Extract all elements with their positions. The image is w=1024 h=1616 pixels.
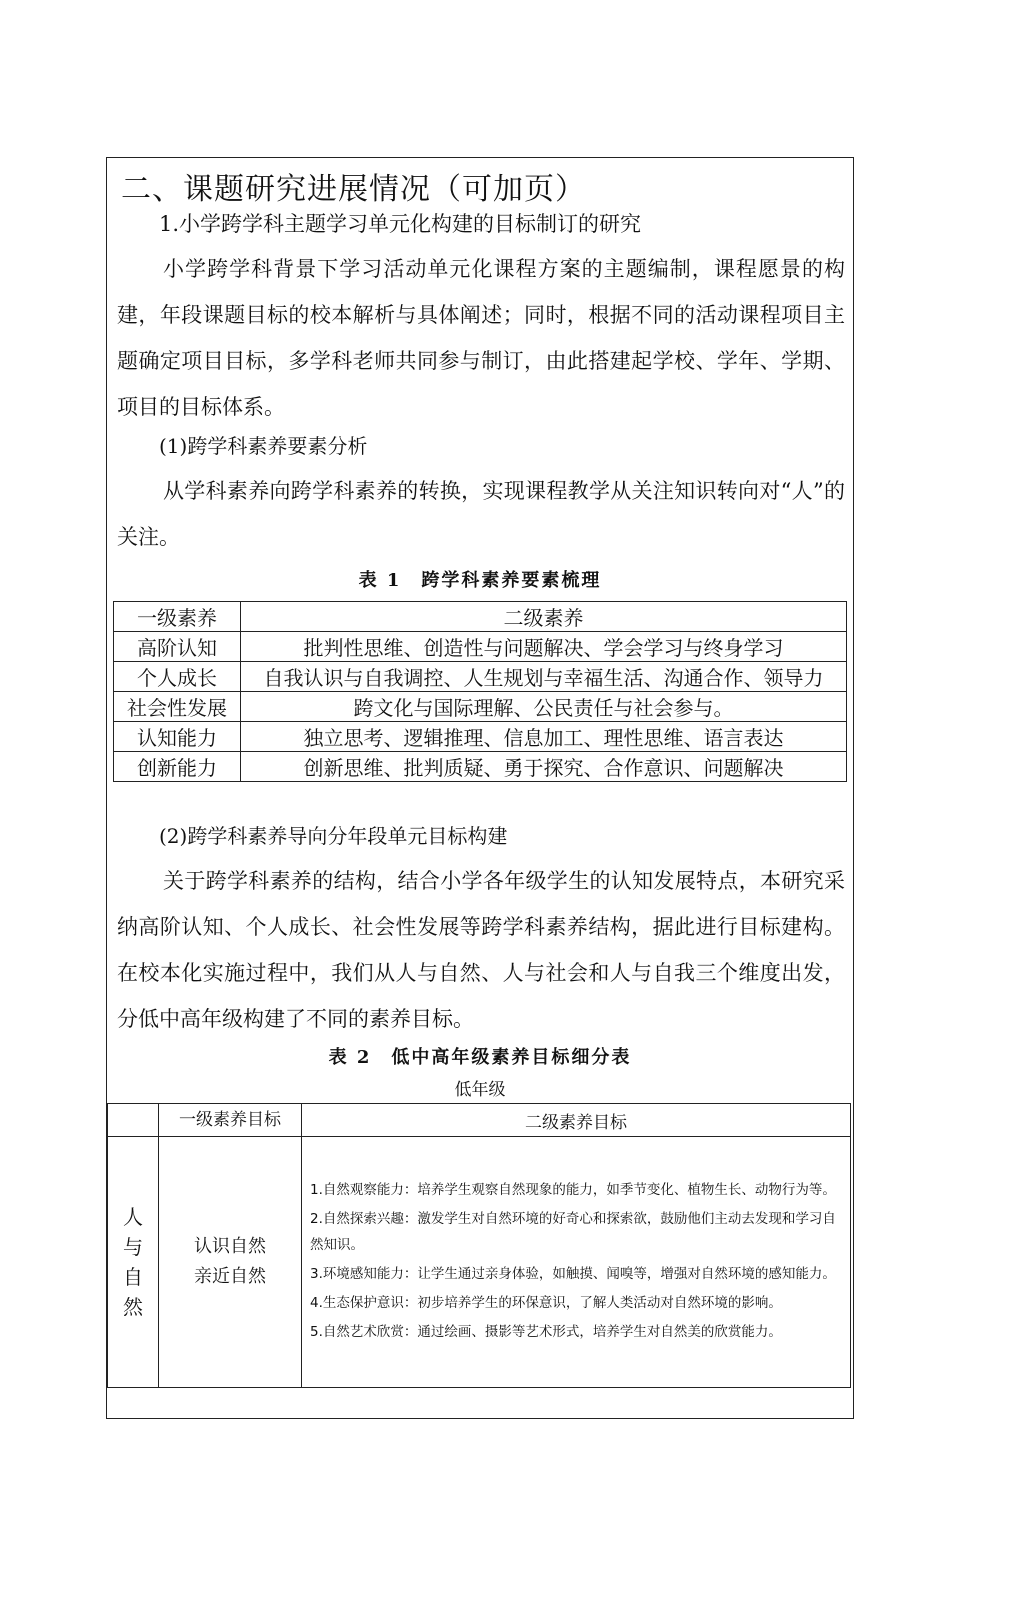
header-cell: 二级素养目标 (302, 1104, 851, 1137)
level2-cell: 独立思考、逻辑推理、信息加工、理性思维、语言表达 (241, 722, 847, 752)
level1-cell: 社会性发展 (114, 692, 241, 722)
table-row (114, 752, 847, 782)
dimension-char: 然 (123, 1295, 143, 1319)
goal-item: 3.环境感知能力：让学生通过亲身体验，如触摸、闻嗅等，增强对自然环境的感知能力。 (310, 1265, 836, 1282)
level1-cell: 认知能力 (114, 722, 241, 752)
table2-subcaption: 低年级 (454, 1080, 506, 1100)
header-cell: 二级素养 (241, 602, 847, 632)
level2-cell: 自我认识与自我调控、人生规划与幸福生活、沟通合作、领导力 (241, 662, 847, 692)
goal-item: 2.自然探索兴趣：激发学生对自然环境的好奇心和探索欲，鼓励他们主动去发现和学习自然知识。 (310, 1210, 836, 1253)
level1-goal: 认识自然 (194, 1236, 266, 1257)
table-2 (107, 1103, 851, 1388)
heading-1: 1.小学跨学科主题学习单元化构建的目标制订的研究 (159, 212, 642, 236)
level2-cell: 批判性思维、创造性与问题解决、学会学习与终身学习 (241, 632, 847, 662)
dimension-char: 人 (123, 1205, 143, 1229)
subheading-1: (1)跨学科素养要素分析 (159, 434, 368, 458)
table1-caption: 表 1 跨学科素养要素梳理 (358, 570, 602, 591)
table-row (114, 662, 847, 692)
paragraph-1: 小学跨学科背景下学习活动单元化课程方案的主题编制，课程愿景的构建，年段课题目标的校本解析与具体阐述；同时，根据不同的活动课程项目主题确定项目目标，多学科老师共同参与制订，由此搭建起学校、学年、学期、项目的目标体系。 (117, 257, 845, 419)
level1-goal-cell (159, 1137, 302, 1388)
dimension-char: 与 (123, 1235, 143, 1259)
table-row (114, 722, 847, 752)
table-row (108, 1137, 851, 1388)
table-row (114, 632, 847, 662)
level1-goal: 亲近自然 (194, 1266, 266, 1287)
dimension-char: 自 (123, 1265, 143, 1289)
paragraph-2: 从学科素养向跨学科素养的转换，实现课程教学从关注知识转向对“人”的关注。 (117, 479, 845, 549)
table-header-row (108, 1104, 851, 1137)
level2-cell: 跨文化与国际理解、公民责任与社会参与。 (241, 692, 847, 722)
goal-item: 5.自然艺术欣赏：通过绘画、摄影等艺术形式，培养学生对自然美的欣赏能力。 (310, 1323, 782, 1340)
paragraph-3: 关于跨学科素养的结构，结合小学各年级学生的认知发展特点，本研究采纳高阶认知、个人成长、社会性发展等跨学科素养结构，据此进行目标建构。在校本化实施过程中，我们从人与自然、人与社会和人与自我三个维度出发，分低中高年级构建了不同的素养目标。 (117, 869, 845, 1031)
table-row (114, 692, 847, 722)
header-cell: 一级素养目标 (159, 1104, 302, 1137)
table-1 (113, 601, 847, 782)
table2-caption: 表 2 低中高年级素养目标细分表 (328, 1047, 632, 1068)
dimension-cell (108, 1137, 159, 1388)
level1-cell: 个人成长 (114, 662, 241, 692)
header-cell: 一级素养 (114, 602, 241, 632)
document-frame (106, 157, 854, 1419)
level2-cell: 创新思维、批判质疑、勇于探究、合作意识、问题解决 (241, 752, 847, 782)
level1-cell: 高阶认知 (114, 632, 241, 662)
table-header-row (114, 602, 847, 632)
goal-item: 1.自然观察能力：培养学生观察自然现象的能力，如季节变化、植物生长、动物行为等。 (310, 1181, 836, 1198)
header-cell (108, 1104, 159, 1137)
section-title: 二、课题研究进展情况（可加页） (121, 172, 586, 207)
goal-item: 4.生态保护意识：初步培养学生的环保意识，了解人类活动对自然环境的影响。 (310, 1294, 782, 1311)
subheading-2: (2)跨学科素养导向分年段单元目标构建 (159, 824, 508, 848)
level2-goal-cell (302, 1137, 851, 1388)
level1-cell: 创新能力 (114, 752, 241, 782)
